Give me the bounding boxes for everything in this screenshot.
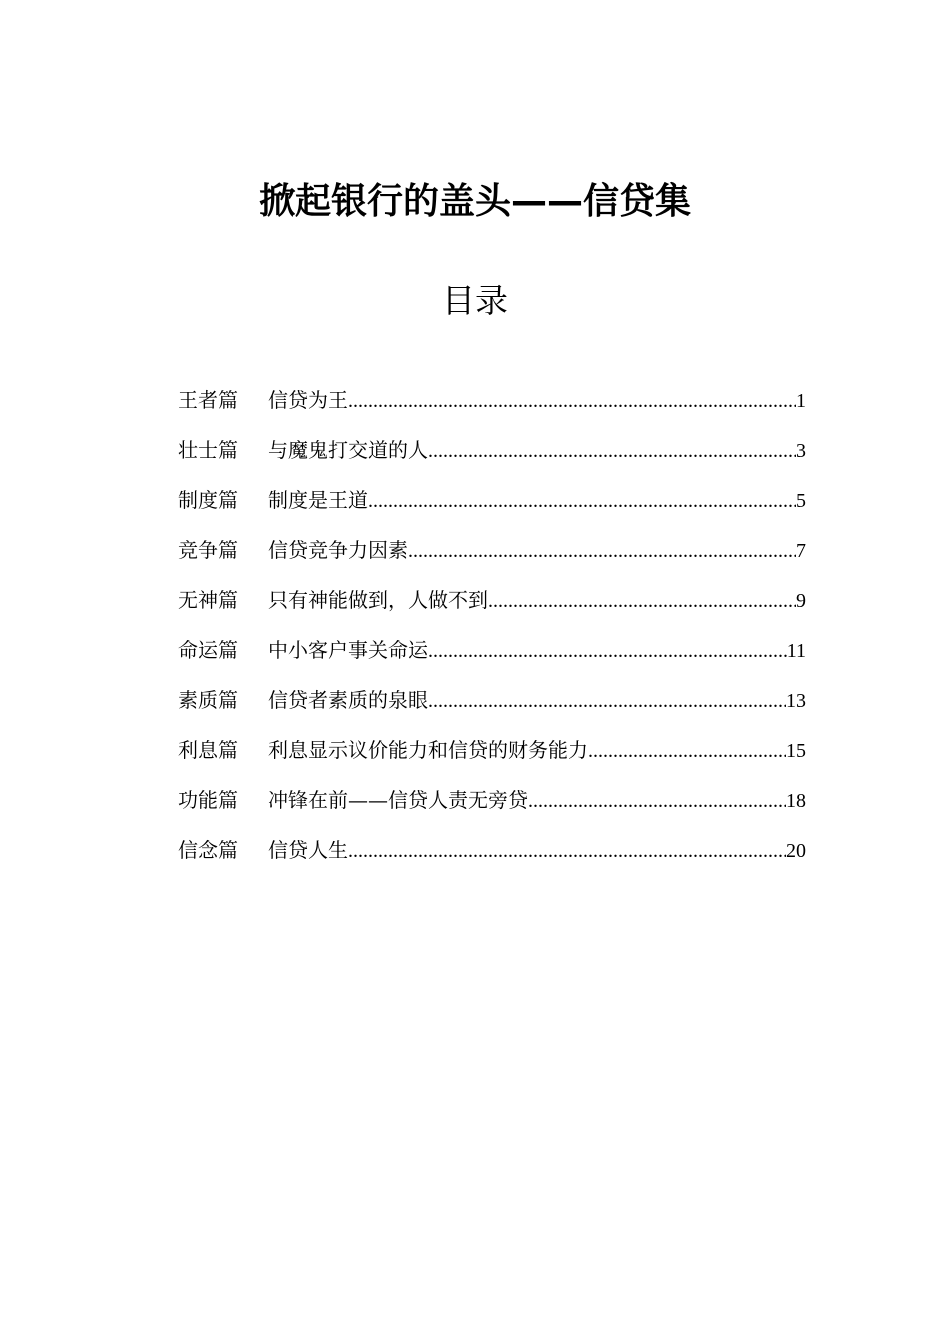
toc-entry[interactable] <box>178 778 806 828</box>
toc-section-label: 制度篇 <box>178 488 238 512</box>
toc-dot-leader <box>428 429 796 473</box>
toc-dot-leader <box>588 729 786 773</box>
toc-page-number: 9 <box>796 590 806 612</box>
toc-dot-leader <box>428 679 786 723</box>
toc-entry-title: 信贷为王 <box>268 388 348 412</box>
toc-page-number: 5 <box>796 490 806 512</box>
toc-entry-title: 冲锋在前——信贷人责无旁贷 <box>268 788 528 812</box>
toc-section-label: 命运篇 <box>178 638 238 662</box>
toc-section-label: 竞争篇 <box>178 538 238 562</box>
toc-entry-title: 信贷者素质的泉眼 <box>268 688 428 712</box>
toc-entry-title: 利息显示议价能力和信贷的财务能力 <box>268 738 588 762</box>
toc-page-number: 18 <box>786 790 806 812</box>
toc-section-label: 无神篇 <box>178 588 238 612</box>
toc-dot-leader <box>348 379 796 423</box>
toc-page-number: 15 <box>786 740 806 762</box>
toc-entry[interactable] <box>178 828 806 878</box>
toc-page-number: 13 <box>786 690 806 712</box>
toc-entry[interactable] <box>178 378 806 428</box>
toc-entry-title: 制度是王道 <box>268 488 368 512</box>
toc-page-number: 3 <box>796 440 806 462</box>
toc-entry[interactable] <box>178 628 806 678</box>
toc-page-number: 1 <box>796 390 806 412</box>
toc-entry[interactable] <box>178 528 806 578</box>
toc-page-number: 11 <box>786 640 806 662</box>
toc-entry-title: 只有神能做到，人做不到 <box>268 588 488 612</box>
table-of-contents <box>178 378 806 878</box>
toc-dot-leader <box>368 479 796 523</box>
toc-section-label: 利息篇 <box>178 738 238 762</box>
toc-section-label: 信念篇 <box>178 838 238 862</box>
toc-dot-leader <box>428 629 787 673</box>
toc-dot-leader <box>528 779 786 823</box>
toc-entry-title: 与魔鬼打交道的人 <box>268 438 428 462</box>
toc-entry[interactable] <box>178 678 806 728</box>
toc-heading: 目录 <box>442 281 508 320</box>
toc-entry-title: 信贷人生 <box>268 838 348 862</box>
toc-entry-title: 中小客户事关命运 <box>268 638 428 662</box>
document-title: 掀起银行的盖头——信贷集 <box>258 181 691 222</box>
toc-entry[interactable] <box>178 478 806 528</box>
toc-section-label: 功能篇 <box>178 788 238 812</box>
toc-dot-leader <box>408 529 796 573</box>
toc-entry[interactable] <box>178 728 806 778</box>
toc-dot-leader <box>488 579 796 623</box>
toc-page-number: 20 <box>786 840 806 862</box>
toc-section-label: 素质篇 <box>178 688 238 712</box>
toc-page-number: 7 <box>796 540 806 562</box>
toc-section-label: 王者篇 <box>178 388 238 412</box>
toc-entry-title: 信贷竞争力因素 <box>268 538 408 562</box>
toc-dot-leader <box>348 829 786 873</box>
toc-entry[interactable] <box>178 428 806 478</box>
toc-section-label: 壮士篇 <box>178 438 238 462</box>
toc-entry[interactable] <box>178 578 806 628</box>
